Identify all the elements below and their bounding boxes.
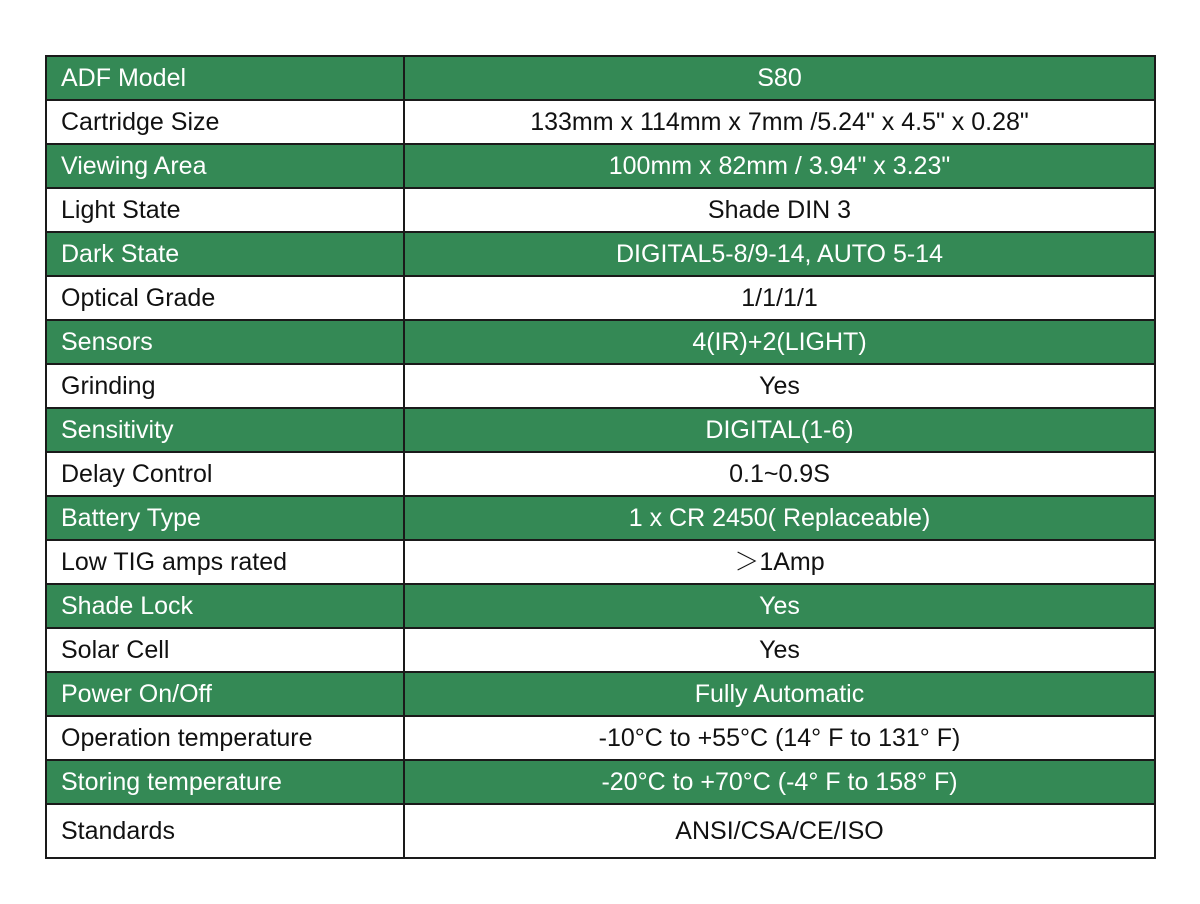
row-label: Grinding [46,364,404,408]
row-value: ＞1Amp [404,540,1155,584]
row-label: Sensors [46,320,404,364]
row-label: Sensitivity [46,408,404,452]
row-label: Cartridge Size [46,100,404,144]
row-label: Standards [46,804,404,858]
row-value: DIGITAL(1-6) [404,408,1155,452]
table-row [46,672,1155,716]
row-value: Yes [404,364,1155,408]
row-label: ADF Model [46,56,404,100]
table-row [46,232,1155,276]
row-value: Yes [404,584,1155,628]
table-row [46,584,1155,628]
table-row [46,716,1155,760]
table-row [46,320,1155,364]
table-row [46,628,1155,672]
row-value: 0.1~0.9S [404,452,1155,496]
table-row [46,496,1155,540]
row-value: 100mm x 82mm / 3.94" x 3.23" [404,144,1155,188]
row-label: Low TIG amps rated [46,540,404,584]
row-value: Shade DIN 3 [404,188,1155,232]
table-row [46,56,1155,100]
table-row [46,364,1155,408]
row-label: Delay Control [46,452,404,496]
row-value: 1 x CR 2450( Replaceable) [404,496,1155,540]
row-value: 4(IR)+2(LIGHT) [404,320,1155,364]
row-label: Viewing Area [46,144,404,188]
row-label: Light State [46,188,404,232]
row-value: DIGITAL5-8/9-14, AUTO 5-14 [404,232,1155,276]
row-value: -10°C to +55°C (14° F to 131° F) [404,716,1155,760]
row-value: S80 [404,56,1155,100]
row-value: 1/1/1/1 [404,276,1155,320]
row-label: Dark State [46,232,404,276]
spec-table [45,55,1156,859]
row-label: Battery Type [46,496,404,540]
row-label: Shade Lock [46,584,404,628]
table-row [46,760,1155,804]
table-row [46,540,1155,584]
row-label: Optical Grade [46,276,404,320]
table-row [46,276,1155,320]
row-value: Yes [404,628,1155,672]
row-value: Fully Automatic [404,672,1155,716]
table-row [46,144,1155,188]
row-value: ANSI/CSA/CE/ISO [404,804,1155,858]
row-label: Power On/Off [46,672,404,716]
row-label: Storing temperature [46,760,404,804]
table-row [46,188,1155,232]
table-row [46,452,1155,496]
row-value: 133mm x 114mm x 7mm /5.24" x 4.5" x 0.28" [404,100,1155,144]
table-row [46,804,1155,858]
table-row [46,100,1155,144]
table-row [46,408,1155,452]
row-value: -20°C to +70°C (-4° F to 158° F) [404,760,1155,804]
row-label: Operation temperature [46,716,404,760]
row-label: Solar Cell [46,628,404,672]
